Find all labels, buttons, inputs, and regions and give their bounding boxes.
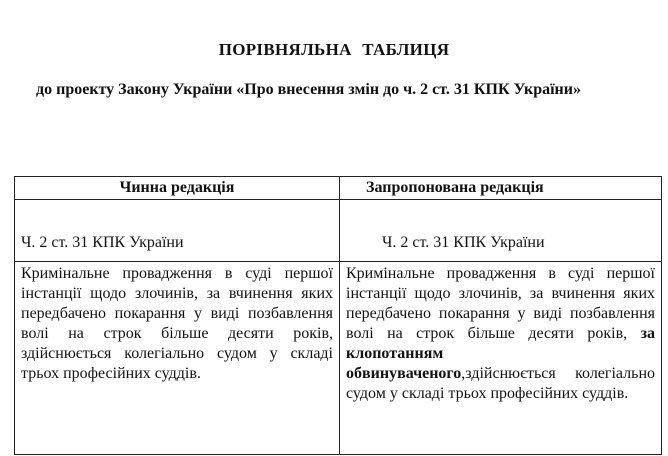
proposed-text-after: ,здійснюється колегіально судом у складі трьох професійних суддів. [346, 365, 655, 402]
table-row [15, 200, 662, 262]
proposed-text-before: Кримінальне провадження в суді першої інстанції щодо злочинів, за вчинення яких передбачено покарання у виді позбавлення волі на строк більше десяти років, [346, 265, 655, 342]
proposed-article-text [340, 262, 662, 455]
table-row [15, 262, 662, 455]
document-subtitle: до проекту Закону України «Про внесення змін до ч. 2 ст. 31 КПК України» [36, 81, 581, 98]
proposed-article-ref: Ч. 2 ст. 31 КПК України [340, 200, 662, 262]
current-article-text: Кримінальне провадження в суді першої інстанції щодо злочинів, за вчинення яких передбачено покарання у виді позбавлення волі на строк більше десяти років, здійснюється колегіально судом у складі трьох професійних суддів. [15, 262, 340, 455]
proposed-text-bold-insert: за клопотанням обвинуваченого [346, 325, 655, 382]
header-proposed-edition: Запропонована редакція [340, 177, 662, 200]
document-title: ПОРІВНЯЛЬНА ТАБЛИЦЯ [218, 40, 450, 59]
comparison-table [14, 176, 662, 455]
header-current-edition: Чинна редакція [15, 177, 340, 200]
table-header-row [15, 177, 662, 200]
current-article-ref: Ч. 2 ст. 31 КПК України [15, 200, 340, 262]
